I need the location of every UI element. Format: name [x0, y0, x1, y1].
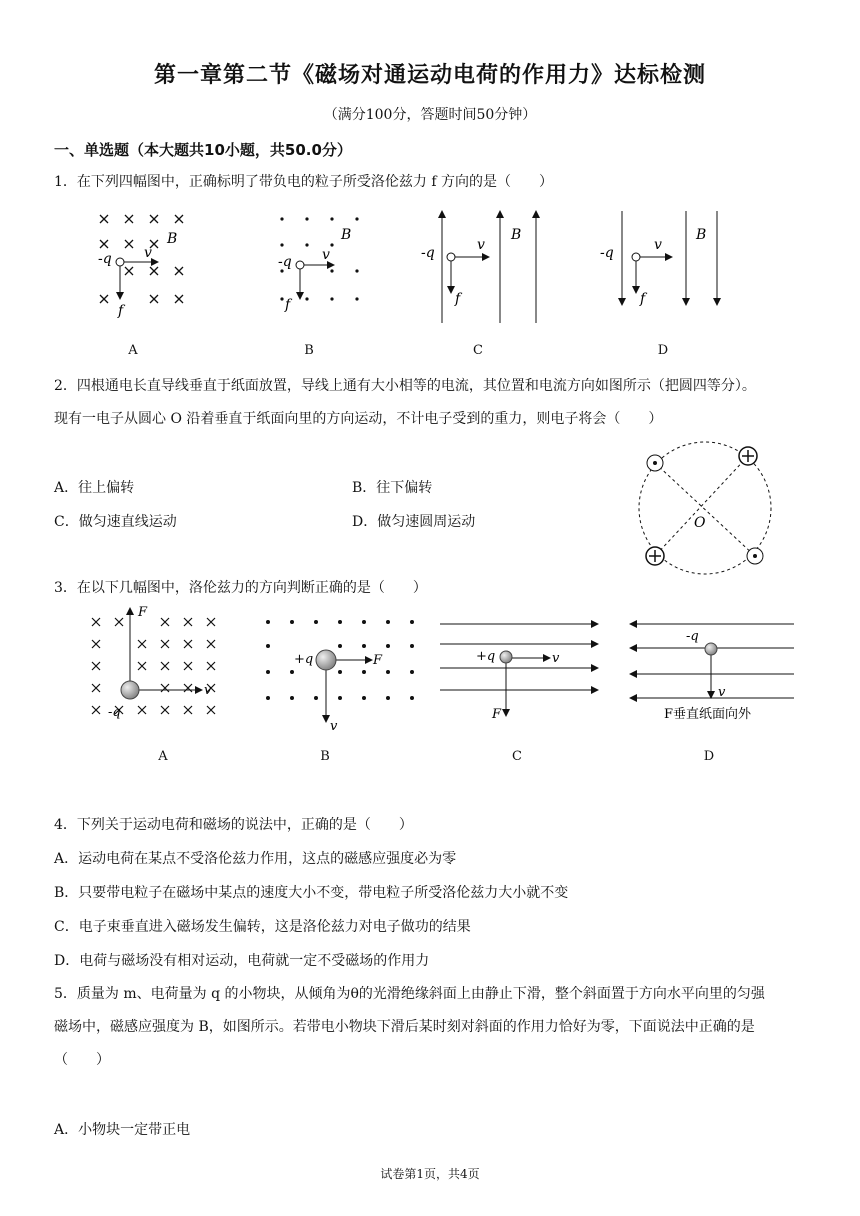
q3a-v-label: v [204, 683, 212, 698]
q1d-b-label: B [696, 227, 707, 243]
q1c-charge-label: -q [421, 245, 435, 261]
q1c-f-label: f [455, 291, 461, 307]
q3d-note: F垂直纸面向外 [664, 707, 752, 722]
q4-option-a: A．运动电荷在某点不受洛伦兹力作用，这点的磁感应强度必为零 [54, 851, 457, 867]
q1a-f-label: f [118, 303, 124, 319]
q3-label-d: D [703, 749, 715, 764]
q1-label-b: B [304, 343, 314, 358]
q3a-charge-label: -q [108, 705, 121, 720]
q1a-v-label: v [144, 245, 152, 261]
question-5-line-3: （ ） [54, 1052, 110, 1068]
question-2-line-1: 2．四根通电长直导线垂直于纸面放置，导线上通有大小相等的电流，其位置和电流方向如图所示（把圆四等分）。 [54, 378, 756, 394]
q1c-v-label: v [477, 237, 485, 253]
section-heading: 一、单选题（本大题共10小题，共50.0分） [54, 141, 352, 159]
q2-option-b: B．往下偏转 [352, 480, 433, 496]
q2-wire-circle-figure [630, 438, 780, 580]
q2-center-o-label: O [694, 515, 706, 531]
q3a-f-label: F [138, 605, 148, 620]
q1b-b-label: B [341, 227, 352, 243]
q3c-charge-label: +q [476, 649, 496, 664]
q1c-b-label: B [511, 227, 522, 243]
q3-figure-a [92, 605, 215, 720]
q1a-charge-label: -q [98, 251, 112, 267]
q5-option-a: A．小物块一定带正电 [54, 1122, 191, 1138]
q1-label-c: C [473, 343, 483, 358]
page-subtitle: （满分100分，答题时间50分钟） [323, 107, 537, 123]
q1-figure-b [278, 217, 359, 313]
question-5-line-1: 5．质量为 m、电荷量为 q 的小物块，从倾角为θ的光滑绝缘斜面上由静止下滑，整个斜面置于方向水平向里的匀强 [54, 986, 765, 1002]
q4-option-d: D．电荷与磁场没有相对运动，电荷就一定不受磁场的作用力 [54, 953, 430, 969]
q2-option-d: D．做匀速圆周运动 [352, 514, 476, 530]
q1-figure-c [421, 211, 536, 323]
page-title: 第一章第二节《磁场对通运动电荷的作用力》达标检测 [153, 63, 706, 88]
question-3-figures [80, 600, 800, 735]
q1d-f-label: f [640, 291, 646, 307]
q3b-f-label: F [373, 653, 383, 668]
q3-label-b: B [320, 749, 330, 764]
question-1-figures [90, 205, 730, 330]
q3-label-a: A [158, 749, 168, 764]
q3-figure-b [266, 620, 414, 734]
q1b-f-label: f [285, 297, 291, 313]
q3-figure-c [440, 624, 598, 722]
q1-label-d: D [657, 343, 669, 358]
q3-label-c: C [512, 749, 522, 764]
q1a-b-label: B [167, 231, 178, 247]
q3d-charge-label: -q [686, 629, 699, 644]
q1b-charge-label: -q [278, 254, 292, 270]
q1-label-a: A [128, 343, 138, 358]
question-2-line-2: 现有一电子从圆心 O 沿着垂直于纸面向里的方向运动，不计电子受到的重力，则电子将会（ ） [54, 411, 663, 427]
q3b-charge-label: +q [294, 652, 314, 667]
question-1-text: 1．在下列四幅图中，正确标明了带负电的粒子所受洛伦兹力 f 方向的是（ ） [54, 174, 553, 190]
q1-figure-d [600, 211, 717, 307]
q3d-v-label: v [718, 685, 726, 700]
question-5-line-2: 磁场中，磁感应强度为 B，如图所示。若带电小物块下滑后某时刻对斜面的作用力恰好为零，下面说法中正确的是 [54, 1019, 755, 1035]
q1-figure-a [98, 215, 183, 319]
page-footer: 试卷第1页，共4页 [380, 1167, 480, 1181]
q4-option-c: C．电子束垂直进入磁场发生偏转，这是洛伦兹力对电子做功的结果 [54, 919, 471, 935]
q3b-v-label: v [330, 719, 338, 734]
q1d-charge-label: -q [600, 245, 614, 261]
q4-option-b: B．只要带电粒子在磁场中某点的速度大小不变，带电粒子所受洛伦兹力大小就不变 [54, 885, 569, 901]
q3-figure-d [630, 624, 794, 722]
q2-option-c: C．做匀速直线运动 [54, 514, 177, 530]
q3c-f-label: F [492, 707, 502, 722]
q2-option-a: A．往上偏转 [54, 480, 135, 496]
q1b-v-label: v [322, 247, 330, 263]
question-3-text: 3．在以下几幅图中，洛伦兹力的方向判断正确的是（ ） [54, 580, 427, 596]
q3c-v-label: v [552, 651, 560, 666]
q1d-v-label: v [654, 237, 662, 253]
question-4-text: 4．下列关于运动电荷和磁场的说法中，正确的是（ ） [54, 817, 413, 833]
